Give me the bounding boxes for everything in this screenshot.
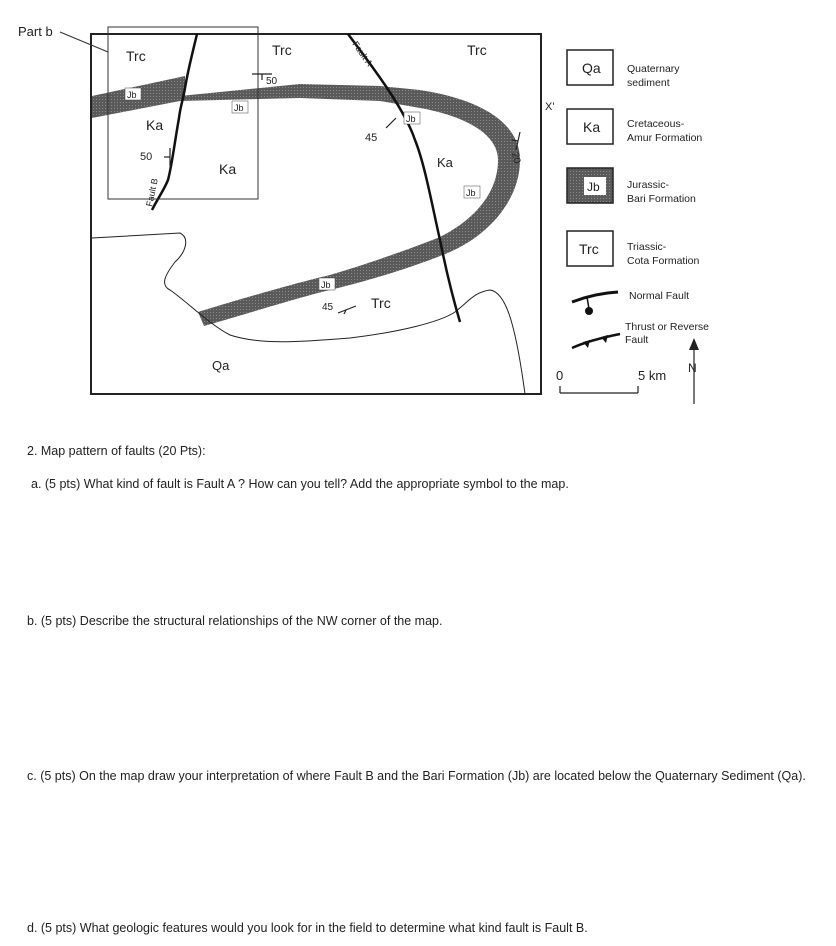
normal-fault-symbol — [572, 292, 618, 315]
legend-thrust-line1: Thrust or Reverse — [625, 321, 710, 333]
question-a: a. (5 pts) What kind of fault is Fault A ? How can you tell? Add the appropriate symbol to the map. — [31, 477, 569, 491]
unit-trc-s: Trc — [371, 295, 391, 311]
fault-b-label: Fault B — [144, 177, 160, 208]
svg-text:45: 45 — [322, 302, 334, 313]
question-b: b. (5 pts) Describe the structural relationships of the NW corner of the map. — [27, 614, 443, 628]
strike-dip-45-center — [365, 118, 396, 144]
jb-label-1: Jb — [127, 90, 137, 100]
unit-qa-map: Qa — [212, 358, 230, 373]
svg-text:50: 50 — [266, 76, 278, 87]
unit-ka-w: Ka — [146, 117, 164, 133]
legend-qa-symbol: Qa — [582, 60, 601, 76]
question-d: d. (5 pts) What geologic features would you look for in the field to determine what kind fault is Fault B. — [27, 921, 588, 935]
scale-end: 5 km — [638, 368, 667, 383]
scale-start: 0 — [556, 368, 564, 383]
unit-ka-center: Ka — [219, 161, 237, 177]
thrust-fault-symbol — [572, 334, 620, 348]
legend-normal-fault: Normal Fault — [629, 290, 690, 302]
question-heading: 2. Map pattern of faults (20 Pts): — [27, 444, 206, 458]
legend-jb-symbol: Jb — [587, 180, 600, 194]
legend-ka-line1: Cretaceous- — [627, 118, 685, 130]
legend-jb-line2: Bari Formation — [627, 193, 696, 205]
legend-qa-line2: sediment — [627, 77, 670, 89]
legend-trc-line1: Triassic- — [627, 241, 667, 253]
question-c: c. (5 pts) On the map draw your interpretation of where Fault B and the Bari Formation (Jb) are located below the Quaternary Sediment (Qa). — [27, 769, 806, 783]
jb-label-4: Jb — [466, 188, 476, 198]
part-b-label: Part b — [18, 24, 53, 39]
north-label: N — [688, 361, 697, 375]
legend-thrust-line2: Fault — [625, 334, 649, 346]
svg-text:50: 50 — [140, 151, 153, 163]
legend-ka-line2: Amur Formation — [627, 132, 703, 144]
legend-jb-line1: Jurassic- — [627, 179, 670, 191]
fault-a-label: Fault A — [350, 39, 375, 69]
scale-bar — [560, 386, 638, 393]
strike-dip-50-left — [140, 148, 170, 166]
x-prime-label: X' — [545, 101, 555, 113]
legend-ka-symbol: Ka — [583, 119, 601, 135]
strike-dip-45-bottom — [322, 302, 356, 314]
legend-trc-line2: Cota Formation — [627, 255, 700, 267]
strike-dip-50-top — [252, 74, 278, 87]
jb-label-3: Jb — [406, 114, 416, 124]
legend-qa-line1: Quaternary — [627, 63, 680, 75]
unit-trc-nw: Trc — [126, 48, 146, 64]
jb-label-2: Jb — [234, 103, 244, 113]
jb-label-5: Jb — [321, 280, 331, 290]
unit-ka-e: Ka — [437, 155, 453, 170]
qa-boundary — [92, 233, 525, 394]
geologic-map — [0, 0, 836, 420]
unit-trc-n: Trc — [272, 42, 292, 58]
svg-text:20: 20 — [509, 151, 523, 165]
legend-trc-symbol: Trc — [579, 241, 599, 257]
svg-text:45: 45 — [365, 132, 378, 144]
unit-trc-ne: Trc — [467, 42, 487, 58]
